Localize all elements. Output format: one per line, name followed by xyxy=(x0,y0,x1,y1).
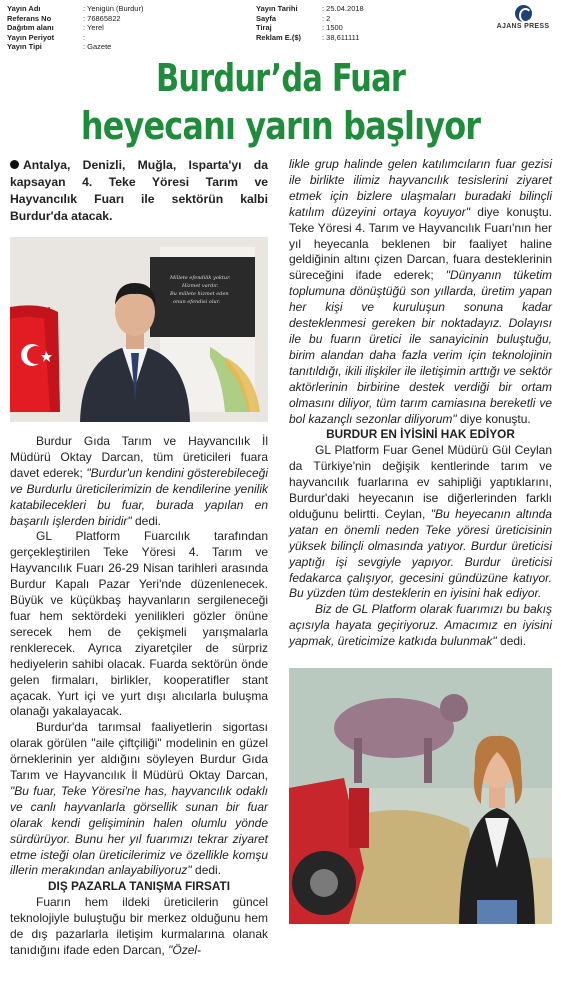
paragraph xyxy=(289,157,552,427)
text: diye konuştu. Teke Yöresi 4. Tarım ve Hayvancılık Fuarı'nın her yıl heyecanla beklenen bir faaliyet haline geldiğinin altını çizen Darcan, fuara desteklerinin süreceğini ifade ederek; xyxy=(289,204,552,283)
quote: "Özel- xyxy=(168,943,202,957)
meta-row xyxy=(256,14,364,24)
paragraph: GL Platform Fuarcılık tarafından gerçekleştirilen Teke Yöresi 4. Tarım ve Hayvancılık Fuarı 26-29 Nisan tarihleri arasında Burdur Kapalı Pazar Yeri'nde düzenlenecek. Büyük ve küçükbaş hayvanların sergileneceği fuar hem sektördeki yenilikleri gözler önüne serecek hem de çekişmeli yarışmalarla renklerecek. Ayrıca ziyaretçiler de sürpriz hediyelerin sahibi olacak. Fuarda sektörün önde gelen firmaları, birlikler, kooperatifler stant açacak. Yurt içi ve yurt dışı alıcılarla buluşma olanağı yakalayacak. xyxy=(10,529,268,719)
bullet-icon xyxy=(10,160,19,169)
subheading: BURDUR EN İYİSİNİ HAK EDİYOR xyxy=(326,427,515,442)
text: Burdur'da tarımsal faaliyetlerin sigortası olarak görülen "aile çiftçiliği" modelinin en güzel örneklerinin yer aldığını söyleyen Burdur Gıda Tarım ve Hayvancılık İl Müdürü Oktay Darcan, xyxy=(10,720,268,783)
meta-row xyxy=(256,33,364,43)
paragraph xyxy=(289,602,552,650)
poster-line: onun efendisi olur. xyxy=(173,299,221,305)
meta-key: Tiraj xyxy=(256,23,272,33)
text: diye konuştu. xyxy=(456,411,531,426)
article-left-column xyxy=(10,157,268,959)
meta-key: Yayın Tarihi xyxy=(256,4,298,13)
ajans-press-logo xyxy=(493,5,553,30)
headline-line-1: Burdur’da Fuar xyxy=(155,56,406,100)
meta-row xyxy=(7,33,143,43)
headline-line-2: heyecanı yarın başlıyor xyxy=(80,104,481,148)
quote: "Dünyanın tüketim toplumuna dönüştüğü son yıllarda, üretim yapan her kişi ve kuruluşun sonuna kadar desteklenmesi gereken bir noktadayız. Dolayısı ile bu fuarın üretici ile sanayicinin buluştuğu, birim alandan daha fazla verim için teknolojinin tanıtıldığı, ikili ilişkiler ile iletişimin arttığı ve sektör aktörlerinin birbirine destek verdiği bir ortam olmasını diliyor, tüm tarım camiasına bereketli ve bol kazançlı sezonlar diliyorum" xyxy=(289,268,552,426)
meta-value: : 38,611111 xyxy=(322,32,360,42)
meta-key: Reklam E.($) xyxy=(256,32,302,42)
text: GL Platform Fuar Genel Müdürü Gül Ceylan da Türkiye'nin değişik kentlerinde tarım ve hayvancılık fuarlarına ev sahipliği yaptıklarını, Burdur'daki heyecanın ise diğerlerinden farklı olduğunu belirtti. Ceylan, xyxy=(289,443,552,521)
meta-row xyxy=(256,4,364,14)
article-right-column xyxy=(289,157,552,924)
text: Burdur Gıda Tarım ve Hayvancılık İl Müdürü Oktay Darcan, tüm üreticileri fuara davet ederek; xyxy=(10,434,268,480)
text: Fuarın hem ildeki üreticilerin güncel teknolojiyle buluştuğu bir merkez olduğunu hem de dış pazarlarla iletişim kurmalarına olanak tanıdığını ifade eden Darcan, xyxy=(10,895,268,957)
text: dedi. xyxy=(496,634,527,649)
text: dedi. xyxy=(191,863,222,878)
meta-value: : 1500 xyxy=(322,23,343,33)
meta-key: Yayın Tipi xyxy=(7,42,42,52)
meta-key: Yayın Periyot xyxy=(7,32,55,42)
lead-text: Antalya, Denizli, Muğla, Isparta'yı da kapsayan 4. Teke Yöresi Tarım ve Hayvancılık Fuarı ile sektörün kalbi Burdur'da atacak. xyxy=(10,158,268,223)
meta-row xyxy=(7,4,143,14)
meta-key: Referans No xyxy=(7,13,52,23)
meta-row xyxy=(7,14,143,24)
poster-line: Hizmet vardır. xyxy=(182,283,219,289)
meta-key: Yayın Adı xyxy=(7,4,41,13)
meta-key: Dağıtım alanı xyxy=(7,23,54,33)
quote: Biz de GL Platform olarak fuarımızı bu bakış açısıyla hayata geçiriyoruz. Amacımız en iyisini yapmak, üreticimize katkıda bulunmak" xyxy=(289,602,552,649)
photo-oktay-darcan-image xyxy=(10,237,268,422)
meta-row xyxy=(7,23,143,33)
meta-row xyxy=(256,23,364,33)
logo-icon xyxy=(515,5,532,22)
quote: "Burdur'un kendini gösterebileceği ve Burdurlu üreticilerimizin de kendilerine yenilik katabilecekleri bu fuar, burada yapılan en başarılı işlerden biridir" xyxy=(10,465,268,528)
photo-oktay-darcan xyxy=(10,237,268,422)
subheading: DIŞ PAZARLA TANIŞMA FIRSATI xyxy=(48,879,230,894)
paragraph xyxy=(10,895,268,959)
meta-key: Sayfa xyxy=(256,13,277,23)
photo-gul-ceylan xyxy=(289,668,552,924)
text: dedi. xyxy=(131,513,161,528)
photo-gul-ceylan-image xyxy=(289,668,552,924)
logo-text: AJANS PRESS xyxy=(496,23,550,30)
meta-value: : 2 xyxy=(322,13,331,23)
meta-value: : Yerel xyxy=(83,23,104,33)
paragraph xyxy=(289,443,552,602)
quote: "Bu heyecanın altında yatan en önemli neden Teke yöresi üreticisinin yüksek bilinçli olmasında yatıyor. Burdur üreticisi yaptığı işi sevgiyle yapıyor. Burdur üreticisi fedakarca çalışıyor, gecesini gündüzüne katıyor. Bu yüzden tüm desteklerin en iyisini hak ediyor. xyxy=(289,506,553,601)
poster-line: Bu millete hizmet eden xyxy=(170,291,229,297)
poster-line: Millete efendilik yoktur. xyxy=(170,275,231,281)
meta-value: : xyxy=(83,32,86,42)
meta-value: : 25.04.2018 xyxy=(322,4,364,13)
publication-info-right xyxy=(256,4,364,42)
lead-paragraph xyxy=(10,157,268,225)
meta-value: : Yenigün (Burdur) xyxy=(83,4,144,13)
paragraph xyxy=(10,434,268,529)
paragraph xyxy=(10,720,268,879)
quote: "Bu fuar, Teke Yöresi'ne has, hayvancılık odaklı ve canlı hayvanlarla görsellik sunan bir fuar olarak kendi gelişiminin halen olumlu yönde sürdürüyor. Bunu her yıl fuarımızı tekrar ziyaret etme isteği olan üreticilerimiz ve özellikle komşu illerin merakından anlayabiliyoruz" xyxy=(10,783,268,878)
meta-value: : Gazete xyxy=(83,42,112,52)
quote: likle grup halinde gelen katılımcıların fuar gezisi ile birlikte ilimiz hayvancılık tesislerini ziyaret etmek için bizlere ulaşmaları buradaki bilinçli katılım düzeyini ortaya koyuyor" xyxy=(289,157,552,219)
meta-row xyxy=(7,42,143,52)
meta-value: : 76865822 xyxy=(83,13,121,23)
publication-info-left xyxy=(7,4,143,52)
